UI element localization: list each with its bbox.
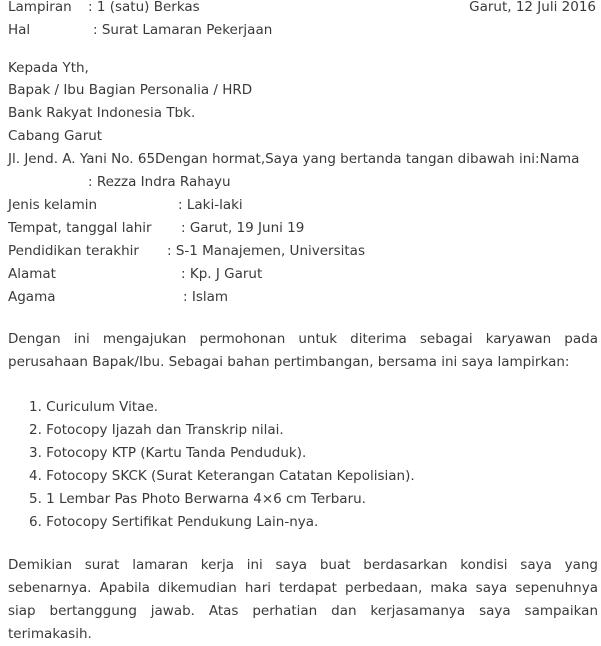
recipient-line: Cabang Garut — [8, 128, 103, 144]
list-item: 6. Fotocopy Sertifikat Pendukung Lain-nya. — [29, 514, 319, 530]
field-label: Agama — [8, 289, 56, 305]
field-label: Alamat — [8, 266, 56, 282]
letter-date: Garut, 12 Juli 2016 — [469, 0, 596, 15]
field-value: : S-1 Manajemen, Universitas — [167, 243, 365, 259]
list-item: 3. Fotocopy KTP (Kartu Tanda Penduduk). — [29, 445, 307, 461]
recipient-line: Kepada Yth, — [8, 60, 89, 76]
list-item: 1. Curiculum Vitae. — [29, 399, 159, 415]
field-label: Tempat, tanggal lahir — [8, 220, 152, 236]
recipient-line: Bank Rakyat Indonesia Tbk. — [8, 105, 196, 121]
field-value: : Kp. J Garut — [181, 266, 263, 282]
attachment-list — [29, 398, 415, 536]
hal-label: Hal — [8, 22, 31, 38]
nama-value: : Rezza Indra Rahayu — [88, 174, 231, 190]
hal-value: : Surat Lamaran Pekerjaan — [93, 22, 273, 38]
field-value: : Garut, 19 Juni 19 — [181, 220, 305, 236]
field-label: Jenis kelamin — [8, 197, 98, 213]
list-item: 5. 1 Lembar Pas Photo Berwarna 4×6 cm Terbaru. — [29, 491, 366, 507]
field-value: : Laki-laki — [178, 197, 243, 213]
lampiran-value: : 1 (satu) Berkas — [88, 0, 200, 15]
field-label: Pendidikan terakhir — [8, 243, 139, 259]
intro-paragraph: Dengan ini mengajukan permohonan untuk diterima sebagai karyawan pada perusahaan Bapak/Ibu. Sebagai bahan pertimbangan, bersama ini saya lampirkan: — [8, 331, 598, 370]
lampiran-label: Lampiran — [8, 0, 72, 15]
field-value: : Islam — [183, 289, 229, 305]
list-item: 2. Fotocopy Ijazah dan Transkrip nilai. — [29, 422, 284, 438]
recipient-line: Bapak / Ibu Bagian Personalia / HRD — [8, 82, 253, 98]
closing-paragraph: Demikian surat lamaran kerja ini saya buat berdasarkan kondisi saya yang sebenarnya. Apabila dikemudian hari terdapat perbedaan, maka saya sepenuhnya siap bertanggung jawab. Atas perhatian dan kerjasamanya saya sampaikan terimakasih. — [8, 557, 598, 642]
list-item: 4. Fotocopy SKCK (Surat Keterangan Catatan Kepolisian). — [29, 468, 415, 484]
recipient-address: Jl. Jend. A. Yani No. 65Dengan hormat,Saya yang bertanda tangan dibawah ini:Nama — [8, 151, 580, 167]
